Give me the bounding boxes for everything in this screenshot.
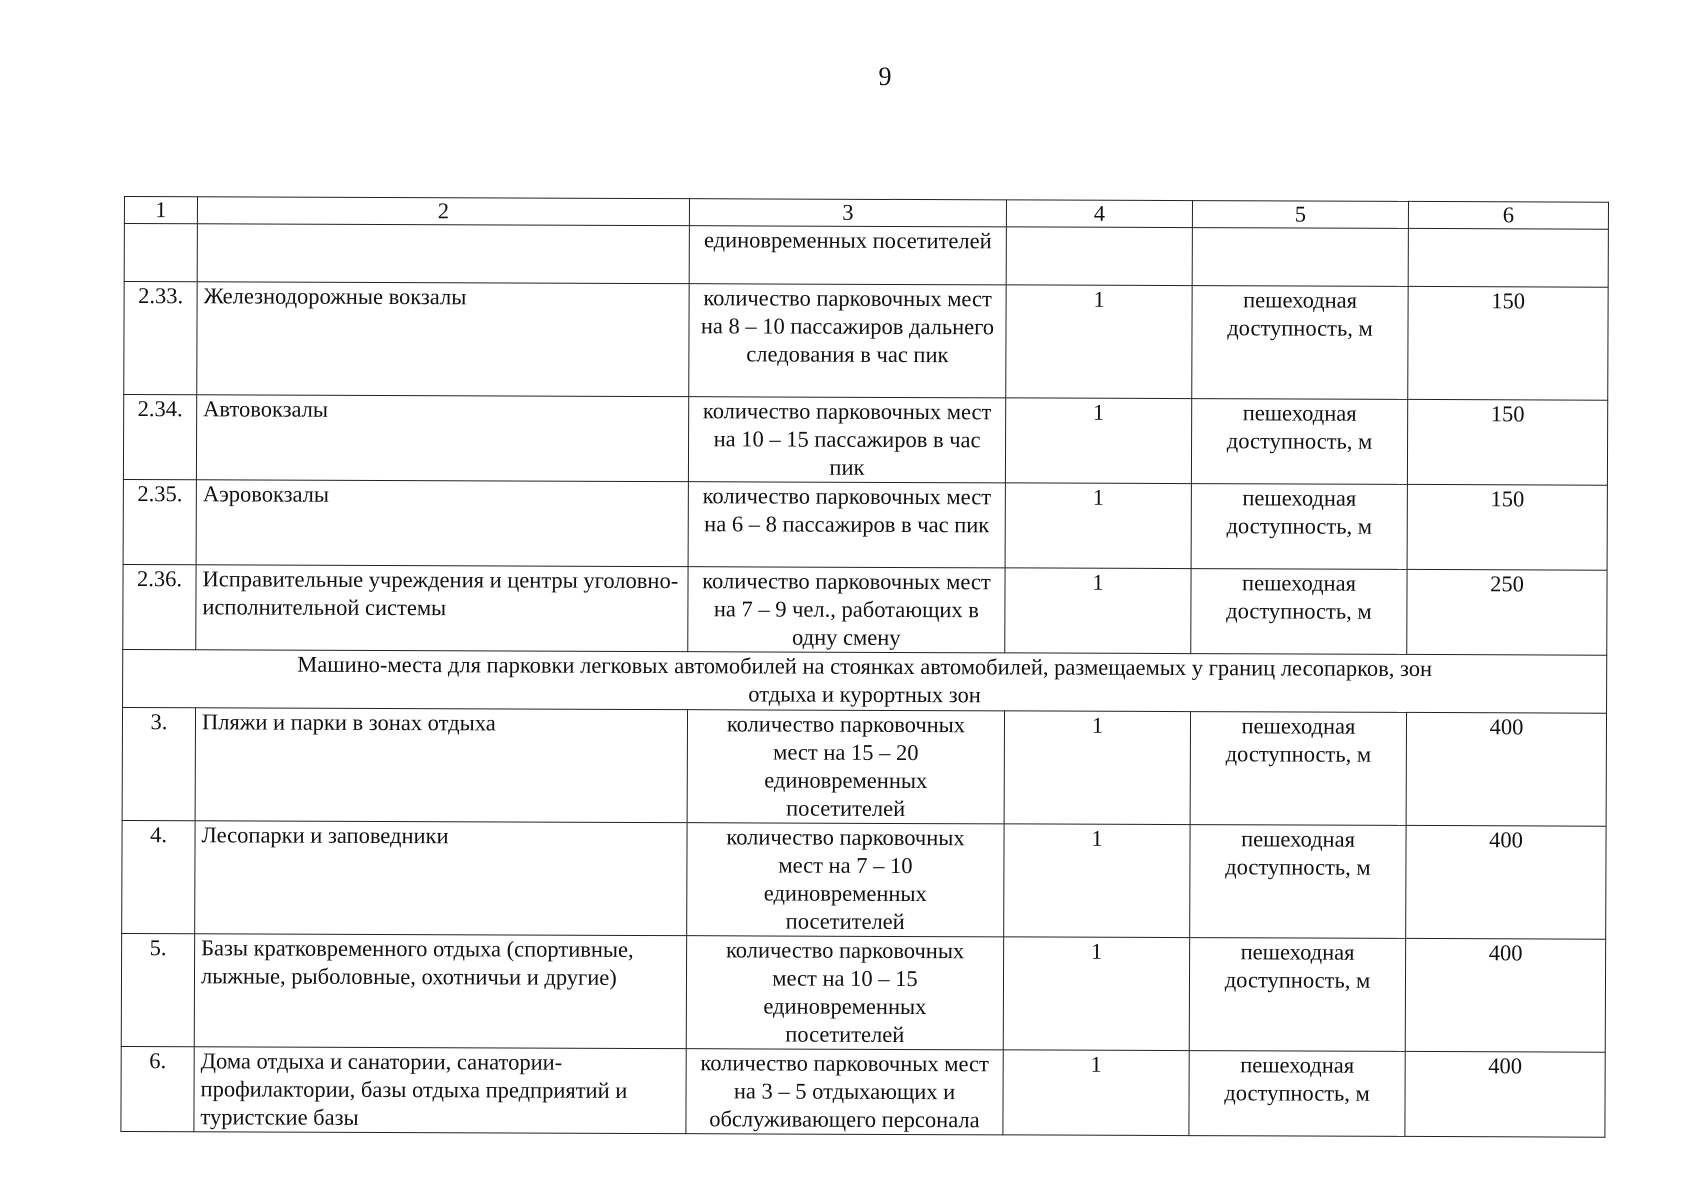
calculation-unit: количество парковочных мест на 3 – 5 отдыхающих и обслуживающего персонала — [686, 1049, 1003, 1135]
section-title: Машино-места для парковки легковых автомобилей на стоянках автомобилей, размещаемых у границ лесопарков, зон отдыха и курортных зон — [123, 649, 1607, 713]
table-row-continuation — [124, 224, 1608, 288]
object-name: Базы кратковременного отдыха (спортивные, лыжные, рыболовные, охотничьи и другие) — [194, 934, 686, 1049]
row-number: 3. — [122, 707, 195, 820]
object-name: Железнодорожные вокзалы — [197, 282, 689, 397]
column-number-6: 6 — [1408, 201, 1608, 229]
accessibility-type: пешеходная доступность, м — [1191, 399, 1407, 485]
table-row — [124, 282, 1608, 401]
accessibility-type: пешеходная доступность, м — [1192, 286, 1408, 400]
calculation-unit: количество парковочных мест на 10 – 15 пассажиров в час пик — [688, 397, 1005, 483]
table-row — [122, 707, 1606, 826]
column-number-5: 5 — [1192, 201, 1408, 229]
accessibility-distance: 150 — [1407, 484, 1607, 570]
table-row — [123, 564, 1607, 655]
object-name: Аэровокзалы — [196, 480, 688, 567]
column-number-4: 4 — [1006, 200, 1192, 228]
calculation-unit: количество парковочных мест на 7 – 10 единовременных посетителей — [687, 823, 1004, 937]
row-number: 4. — [122, 820, 195, 933]
column-number-2: 2 — [197, 197, 689, 226]
row-number: 2.34. — [123, 395, 196, 480]
accessibility-distance: 400 — [1406, 825, 1606, 939]
row-number: 2.33. — [124, 282, 197, 395]
parking-norm — [1006, 227, 1192, 286]
parking-norm: 1 — [1004, 711, 1190, 825]
table-row — [121, 933, 1605, 1052]
table-row — [123, 479, 1607, 570]
column-number-1: 1 — [124, 197, 197, 224]
row-number — [124, 224, 197, 282]
parking-norm: 1 — [1006, 285, 1192, 399]
row-number: 2.35. — [123, 479, 196, 564]
column-number-3: 3 — [689, 199, 1006, 227]
parking-norm: 1 — [1005, 568, 1191, 654]
parking-norm: 1 — [1003, 1050, 1189, 1136]
table-row — [122, 820, 1606, 939]
accessibility-distance: 400 — [1406, 712, 1606, 826]
accessibility-distance: 150 — [1408, 286, 1608, 400]
parking-norm: 1 — [1003, 937, 1189, 1051]
accessibility-type: пешеходная доступность, м — [1191, 569, 1407, 655]
accessibility-type: пешеходная доступность, м — [1189, 938, 1405, 1052]
calculation-unit: количество парковочных мест на 7 – 9 чел., работающих в одну смену — [688, 567, 1005, 653]
row-number: 6. — [121, 1046, 194, 1131]
accessibility-distance: 150 — [1407, 399, 1607, 485]
accessibility-distance: 250 — [1407, 569, 1607, 655]
section-row — [123, 649, 1607, 713]
calculation-unit: количество парковочных мест на 15 – 20 единовременных посетителей — [687, 710, 1004, 824]
accessibility-distance: 400 — [1405, 1051, 1605, 1137]
calculation-unit: количество парковочных мест на 6 – 8 пассажиров в час пик — [688, 482, 1005, 568]
accessibility-type: пешеходная доступность, м — [1191, 484, 1407, 570]
object-name: Лесопарки и заповедники — [195, 821, 687, 936]
parking-norm: 1 — [1005, 483, 1191, 569]
accessibility-distance: 400 — [1405, 938, 1605, 1052]
accessibility-type: пешеходная доступность, м — [1190, 825, 1406, 939]
accessibility-distance — [1408, 228, 1608, 287]
parking-norm: 1 — [1005, 398, 1191, 484]
calculation-unit: количество парковочных мест на 10 – 15 единовременных посетителей — [686, 936, 1003, 1050]
page-number: 9 — [878, 62, 892, 91]
object-name: Пляжи и парки в зонах отдыха — [195, 708, 687, 823]
object-name: Дома отдыха и санатории, санатории-профилактории, базы отдыха предприятий и туристские базы — [194, 1047, 686, 1134]
object-name — [197, 224, 689, 284]
object-name: Автовокзалы — [196, 395, 688, 482]
table-row — [121, 1046, 1605, 1137]
row-number: 5. — [121, 933, 194, 1046]
calculation-unit: количество парковочных мест на 8 – 10 пассажиров дальнего следования в час пик — [689, 284, 1006, 398]
calculation-unit: единовременных посетителей — [689, 226, 1006, 285]
parking-norm: 1 — [1004, 824, 1190, 938]
accessibility-type: пешеходная доступность, м — [1190, 712, 1406, 826]
object-name: Исправительные учреждения и центры уголовно-исполнительной системы — [196, 565, 688, 652]
parking-norms-table — [120, 196, 1609, 1138]
accessibility-type: пешеходная доступность, м — [1189, 1051, 1405, 1137]
row-number: 2.36. — [123, 564, 196, 649]
table-row — [123, 395, 1607, 486]
accessibility-type — [1192, 228, 1408, 287]
